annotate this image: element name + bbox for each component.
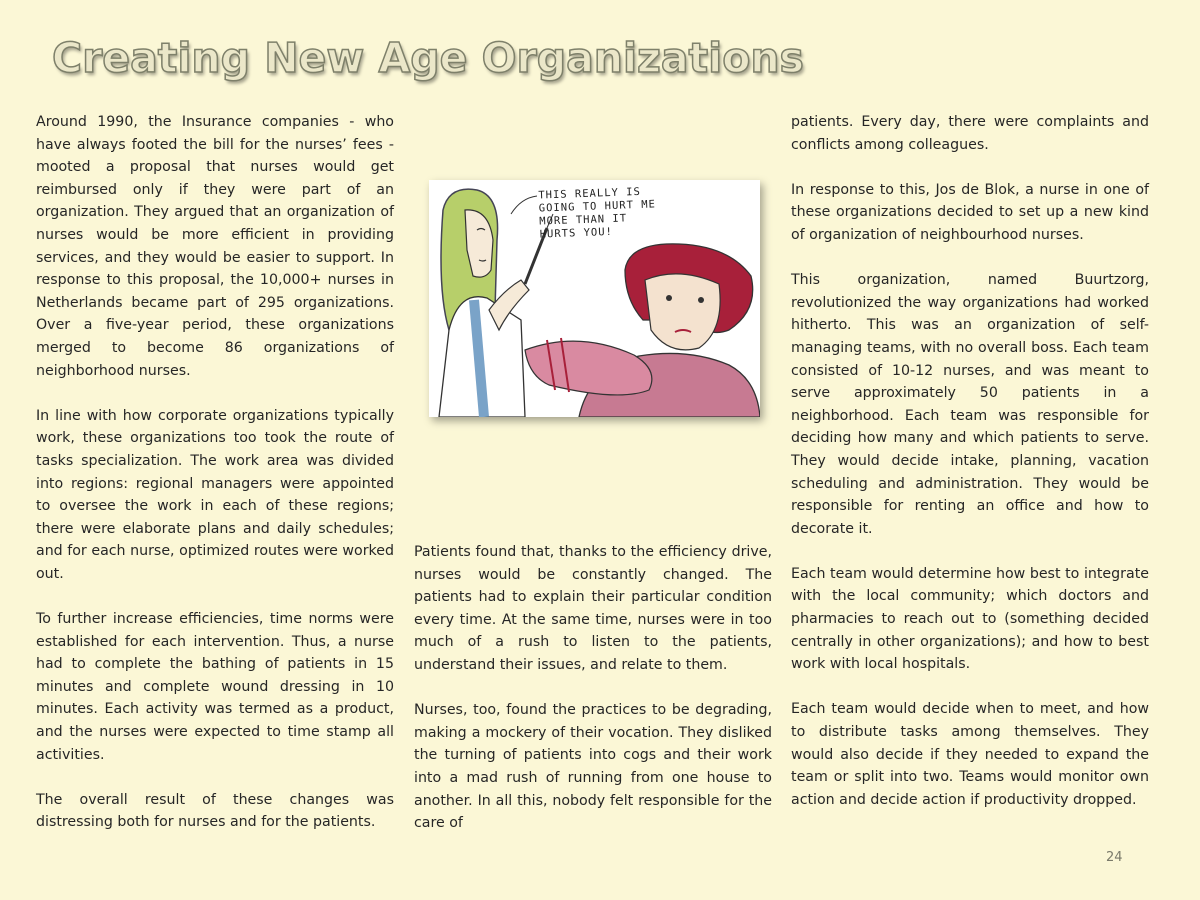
cartoon-speech-text: THIS REALLY IS GOING TO HURT ME MORE THAN IT HURTS YOU! — [538, 185, 657, 241]
paragraph: This organization, named Buurtzorg, revolutionized the way organizations had worked hitherto. This was an organization of self-managing teams, with no overall boss. Each team consisted of 10-12 nurses, and was meant to serve approximately 50 patients in a neighborhood. Each team was responsible for deciding how many and which patients to serve. They would decide intake, planning, vacation scheduling and administration. They would be responsible for renting an office and how to decorate it. — [791, 272, 1149, 537]
paragraph: The overall result of these changes was distressing both for nurses and for the patients. — [36, 791, 394, 831]
text-column-left — [36, 111, 394, 834]
paragraph: Around 1990, the Insurance companies - who have always footed the bill for the nurses’ fees - mooted a proposal that nurses would get reimbursed only if they were part of an organization. They argued that an organization of nurses would be more efficient in providing services, and they would be easier to support. In response to this proposal, the 10,000+ nurses in Netherlands became part of 295 organizations. Over a five-year period, these organizations merged to become 86 organizations of neighborhood nurses. — [36, 114, 394, 379]
paragraph: Each team would decide when to meet, and how to distribute tasks among themselves. They would also decide if they needed to expand the team or split into two. Teams would monitor own action and decide action if productivity dropped. — [791, 701, 1149, 808]
paragraph: Nurses, too, found the practices to be degrading, making a mockery of their vocation. They disliked the turning of patients into cogs and their work into a mad rush of running from one house to another. In all this, nobody felt responsible for the care of — [414, 702, 772, 832]
paragraph: patients. Every day, there were complaints and conflicts among colleagues. — [791, 114, 1149, 153]
slide-title: Creating New Age Organizations — [52, 34, 804, 82]
paragraph: In line with how corporate organizations typically work, these organizations too took the route of tasks specialization. The work area was divided into regions: regional managers were appointed to oversee the work in each of these regions; there were elaborate plans and daily schedules; and for each nurse, optimized routes were worked out. — [36, 407, 394, 582]
paragraph: Each team would determine how best to integrate with the local community; which doctors and pharmacies to reach out to (something decided centrally in other organizations); and how to best work with local hospitals. — [791, 565, 1149, 673]
paragraph: To further increase efficiencies, time norms were established for each intervention. Thus, a nurse had to complete the bathing of patients in 15 minutes and complete wound dressing in 10 minutes. Each activity was termed as a product, and the nurses were expected to time stamp all activities. — [36, 611, 394, 763]
page-number: 24 — [1106, 850, 1123, 865]
text-column-middle — [414, 541, 772, 835]
paragraph: Patients found that, thanks to the efficiency drive, nurses would be constantly changed. The patients had to explain their particular condition every time. At the same time, nurses were in too much of a rush to listen to the patients, understand their issues, and relate to them. — [414, 544, 772, 673]
text-column-right — [791, 111, 1149, 811]
nurse-injection-cartoon — [429, 180, 760, 417]
paragraph: In response to this, Jos de Blok, a nurse in one of these organizations decided to set up a new kind of organization of neighbourhood nurses. — [791, 181, 1149, 243]
